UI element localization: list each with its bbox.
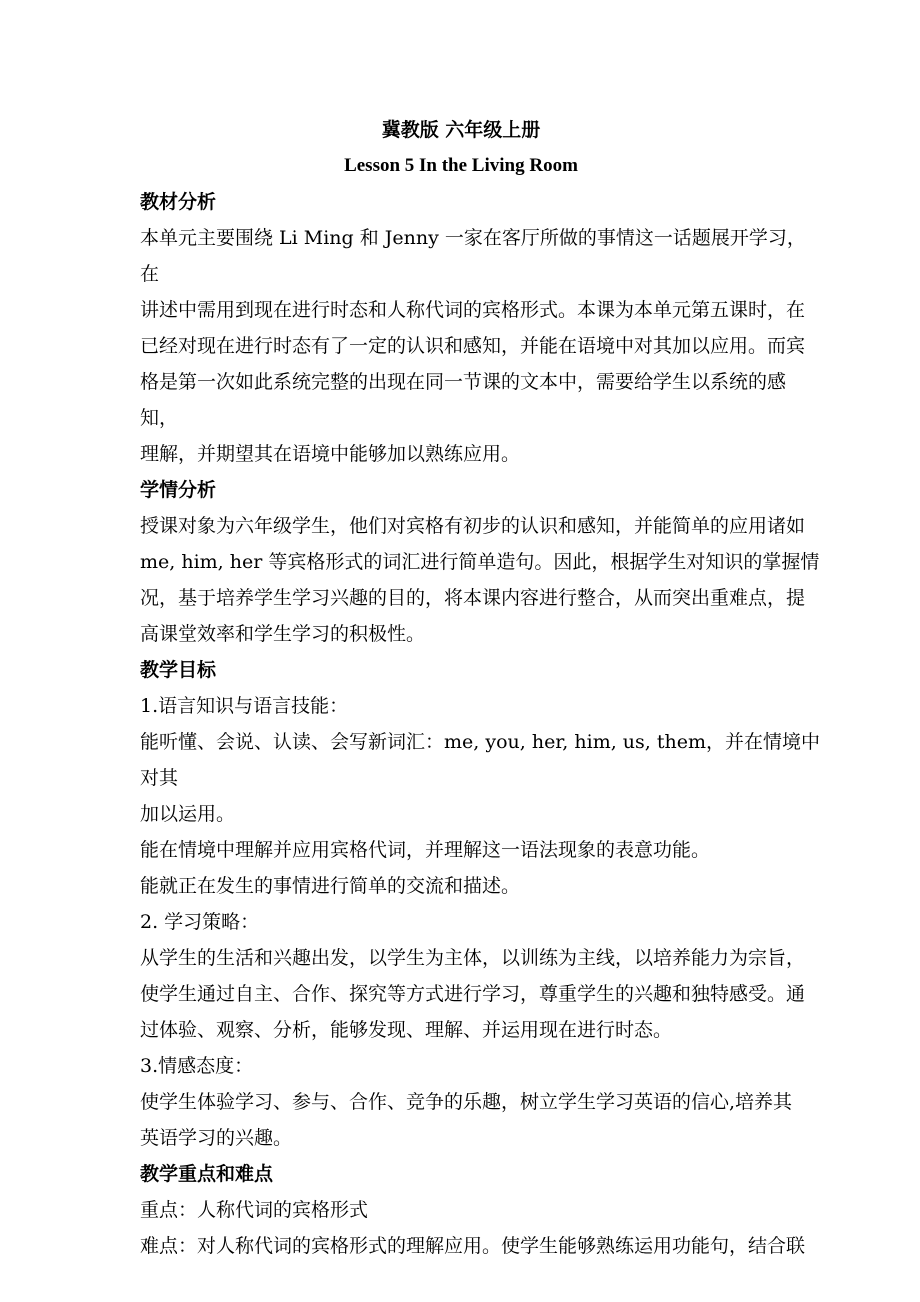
paragraph-line: 能在情境中理解并应用宾格代词，并理解这一语法现象的表意功能。 [140,839,711,861]
paragraph-line: 况，基于培养学生学习兴趣的目的，将本课内容进行整合，从而突出重难点，提 [140,587,806,609]
paragraph-line: 英语学习的兴趣。 [140,1127,293,1149]
paragraph-line: 能听懂、会说、认读、会写新词汇：me, you, her, him, us, them，并在情境中对其 [140,731,820,789]
paragraph-line: 已经对现在进行时态有了一定的认识和感知，并能在语境中对其加以应用。而宾 [140,335,806,357]
section-heading: 教学目标 [140,659,217,681]
paragraph-line: 难点：对人称代词的宾格形式的理解应用。使学生能够熟练运用功能句，结合联 [140,1235,806,1257]
paragraph-line: 本单元主要围绕 Li Ming 和 Jenny 一家在客厅所做的事情这一话题展开学习，在 [140,227,806,285]
paragraph-line: 过体验、观察、分析，能够发现、理解、并运用现在进行时态。 [140,1019,673,1041]
lesson-title: Lesson 5 In the Living Room [344,155,578,176]
paragraph-line: 加以运用。 [140,803,236,825]
paragraph-line: 高课堂效率和学生学习的积极性。 [140,623,426,645]
paragraph-line: 授课对象为六年级学生，他们对宾格有初步的认识和感知，并能简单的应用诸如 [140,515,806,537]
paragraph-line: 3.情感态度： [140,1055,254,1077]
paragraph-line: 讲述中需用到现在进行时态和人称代词的宾格形式。本课为本单元第五课时，在 [140,299,806,321]
paragraph-line: 2. 学习策略： [140,911,260,933]
document-page [140,112,820,1264]
section-heading: 学情分析 [140,479,217,501]
paragraph-line: me, him, her 等宾格形式的词汇进行简单造句。因此，根据学生对知识的掌握情 [140,551,820,573]
paragraph-line: 理解，并期望其在语境中能够加以熟练应用。 [140,443,521,465]
section-heading: 教材分析 [140,191,217,213]
document-title: 冀教版 六年级上册 [381,119,541,141]
paragraph-line: 格是第一次如此系统完整的出现在同一节课的文本中，需要给学生以系统的感知， [140,371,787,429]
paragraph-line: 1.语言知识与语言技能： [140,695,349,717]
paragraph-line: 重点：人称代词的宾格形式 [140,1199,369,1221]
paragraph-line: 能就正在发生的事情进行简单的交流和描述。 [140,875,521,897]
paragraph-line: 从学生的生活和兴趣出发，以学生为主体，以训练为主线，以培养能力为宗旨， [140,947,806,969]
paragraph-line: 使学生体验学习、参与、合作、竞争的乐趣，树立学生学习英语的信心,培养其 [140,1091,793,1113]
paragraph-line: 使学生通过自主、合作、探究等方式进行学习，尊重学生的兴趣和独特感受。通 [140,983,806,1005]
section-heading: 教学重点和难点 [140,1163,274,1185]
